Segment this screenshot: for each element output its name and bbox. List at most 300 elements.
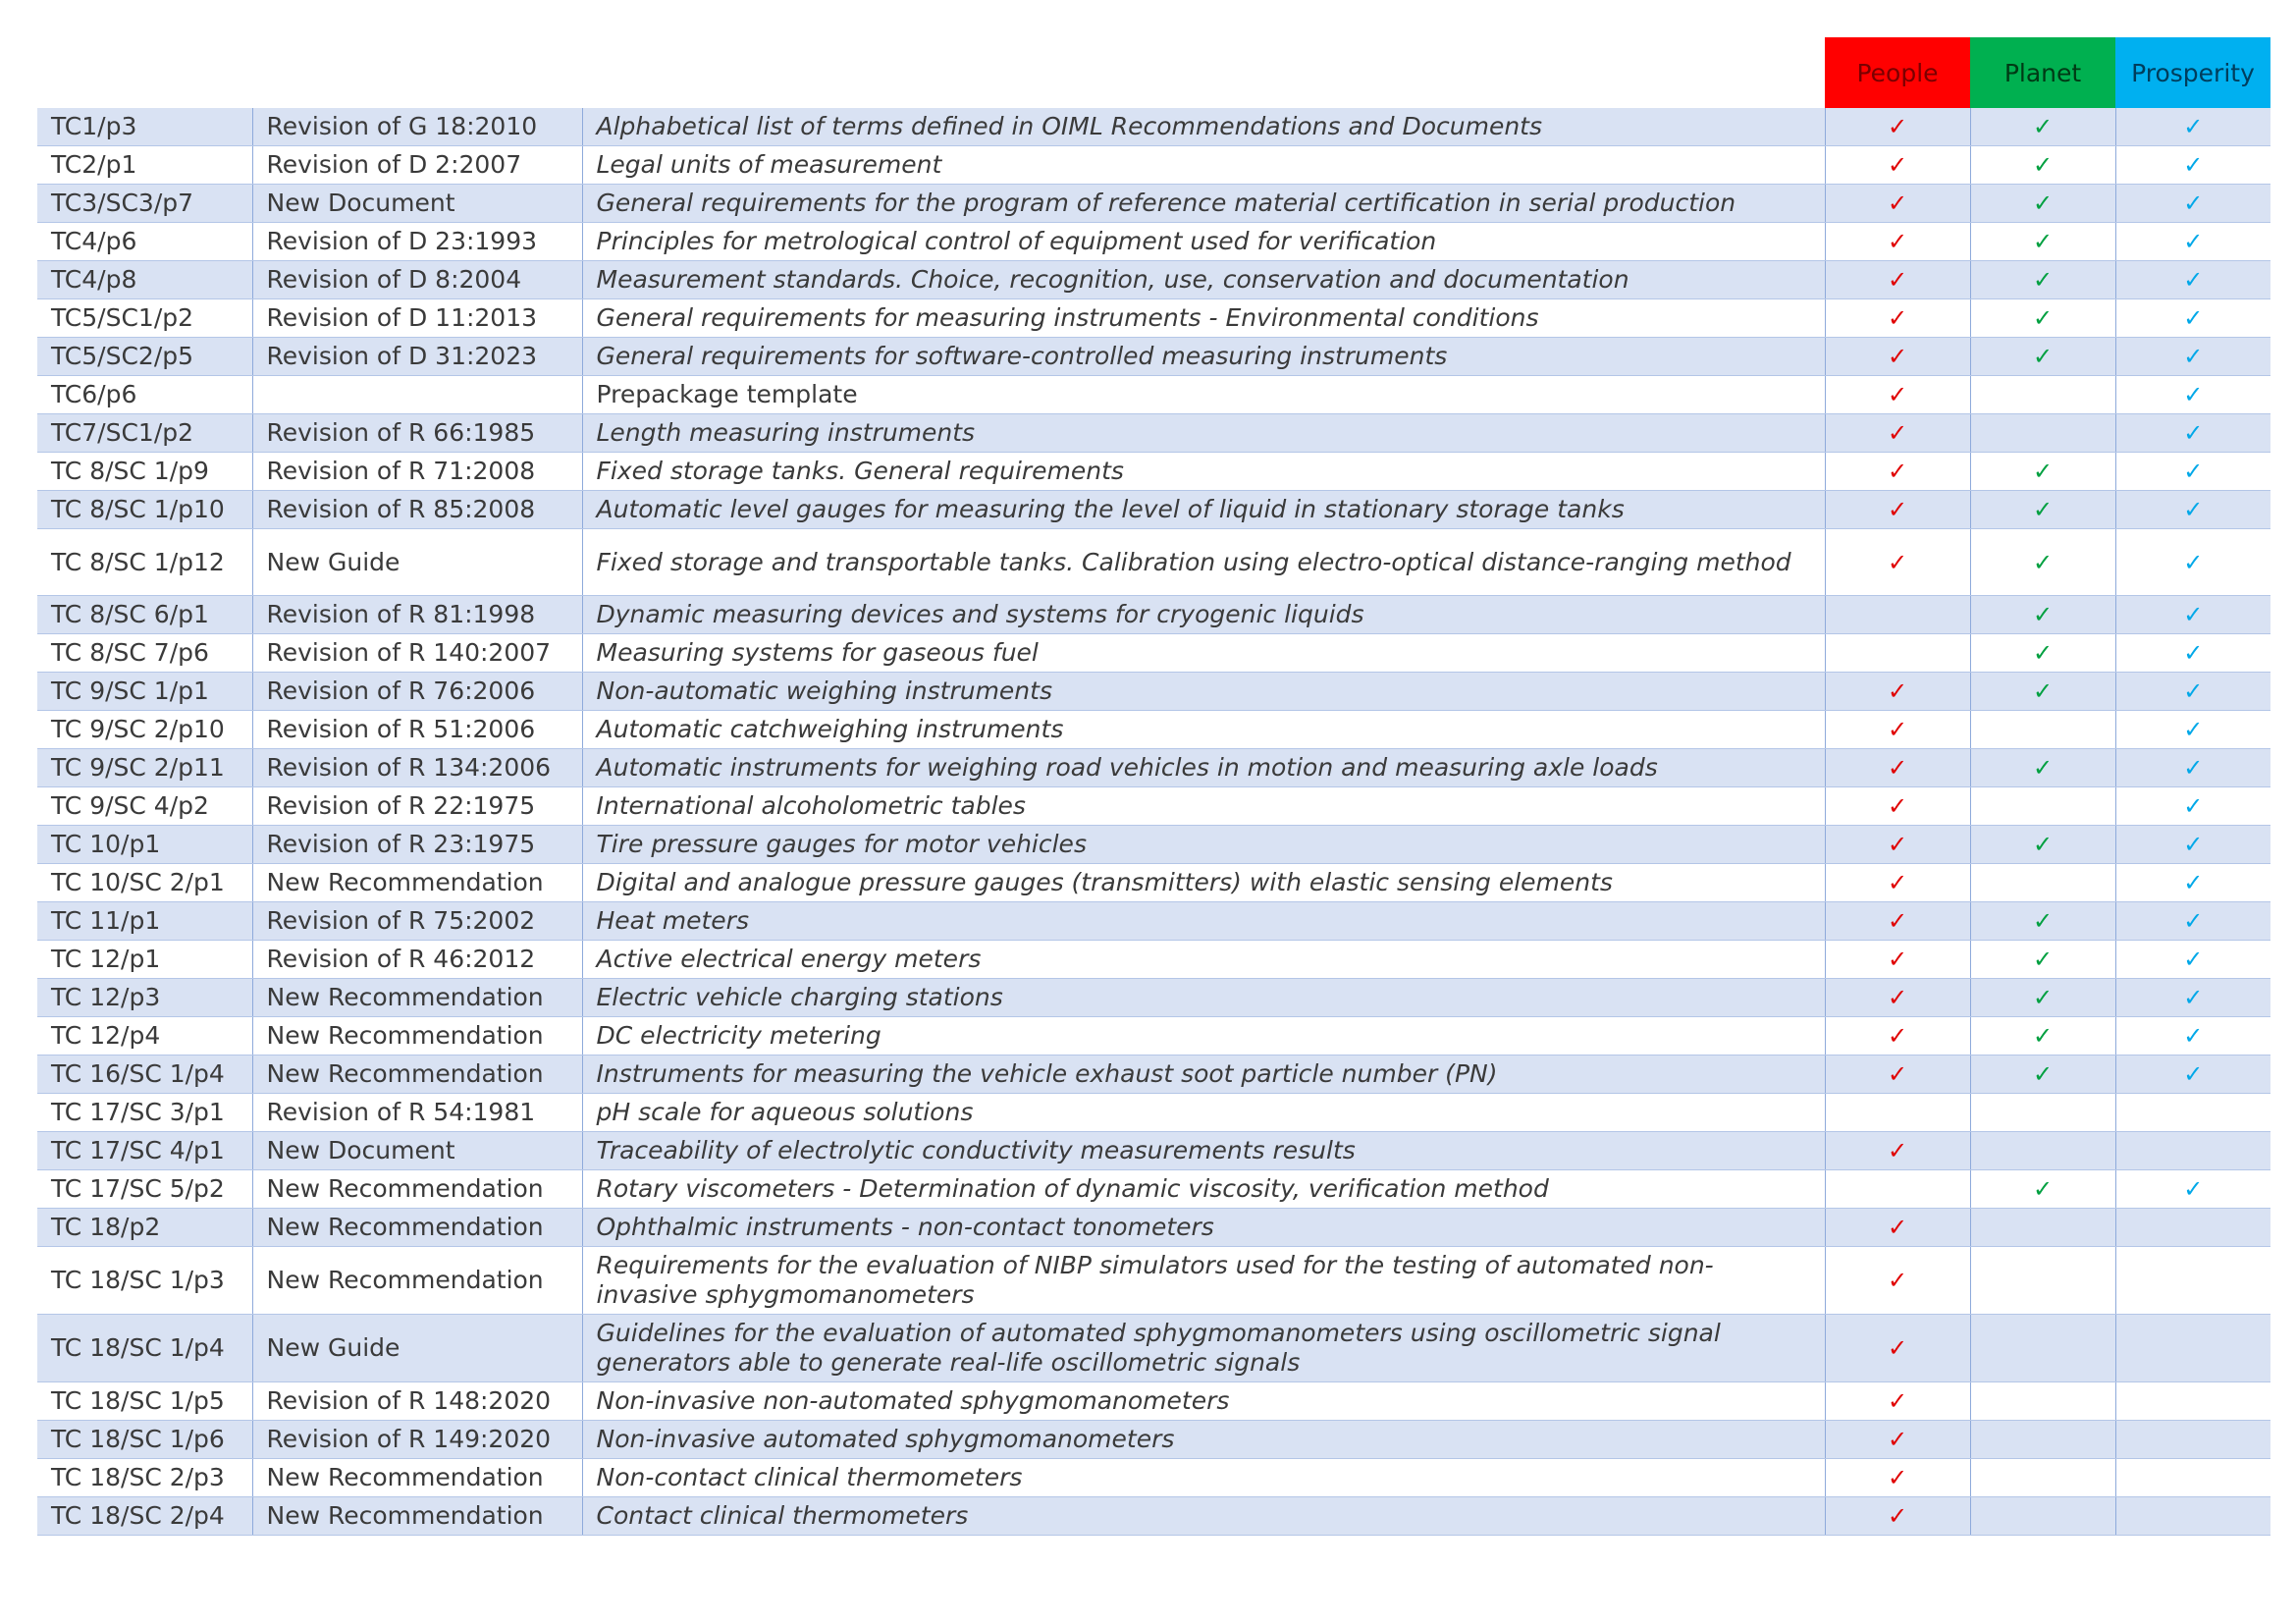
people-check-icon: ✓ bbox=[1887, 1267, 1908, 1295]
people-check-icon: ✓ bbox=[1887, 1464, 1908, 1492]
project-type: Revision of R 85:2008 bbox=[252, 491, 582, 529]
people-cell bbox=[1825, 787, 1970, 826]
planet-check-icon: ✓ bbox=[2032, 458, 2054, 486]
prosperity-cell bbox=[2115, 185, 2270, 223]
project-title: Requirements for the evaluation of NIBP simulators used for the testing of automated non-invasive sphygmomanometers bbox=[582, 1247, 1825, 1315]
planet-cell bbox=[1970, 1421, 2115, 1459]
project-title: Non-contact clinical thermometers bbox=[582, 1459, 1825, 1497]
planet-cell bbox=[1970, 1209, 2115, 1247]
prosperity-check-icon: ✓ bbox=[2183, 869, 2204, 897]
planet-cell bbox=[1970, 1247, 2115, 1315]
people-check-icon: ✓ bbox=[1887, 946, 1908, 974]
people-cell bbox=[1825, 414, 1970, 453]
prosperity-check-icon: ✓ bbox=[2183, 496, 2204, 524]
people-cell bbox=[1825, 491, 1970, 529]
prosperity-cell bbox=[2115, 1017, 2270, 1056]
people-cell bbox=[1825, 1247, 1970, 1315]
prosperity-cell bbox=[2115, 1421, 2270, 1459]
planet-cell bbox=[1970, 749, 2115, 787]
project-code: TC 18/SC 1/p4 bbox=[37, 1315, 252, 1382]
prosperity-cell bbox=[2115, 1497, 2270, 1536]
table-row bbox=[37, 261, 2270, 299]
people-cell bbox=[1825, 338, 1970, 376]
prosperity-cell bbox=[2115, 1132, 2270, 1170]
planet-cell bbox=[1970, 146, 2115, 185]
table-row bbox=[37, 1056, 2270, 1094]
table-row bbox=[37, 299, 2270, 338]
people-check-icon: ✓ bbox=[1887, 228, 1908, 256]
planet-cell bbox=[1970, 634, 2115, 673]
project-type: Revision of R 51:2006 bbox=[252, 711, 582, 749]
project-code: TC 17/SC 3/p1 bbox=[37, 1094, 252, 1132]
table-row bbox=[37, 673, 2270, 711]
project-type: Revision of R 148:2020 bbox=[252, 1382, 582, 1421]
people-cell bbox=[1825, 596, 1970, 634]
table-row bbox=[37, 1382, 2270, 1421]
table-row bbox=[37, 826, 2270, 864]
planet-cell bbox=[1970, 338, 2115, 376]
people-check-icon: ✓ bbox=[1887, 496, 1908, 524]
project-title: International alcoholometric tables bbox=[582, 787, 1825, 826]
project-code: TC 16/SC 1/p4 bbox=[37, 1056, 252, 1094]
people-check-icon: ✓ bbox=[1887, 266, 1908, 295]
people-cell bbox=[1825, 1132, 1970, 1170]
prosperity-cell bbox=[2115, 1170, 2270, 1209]
prosperity-cell bbox=[2115, 1382, 2270, 1421]
planet-cell bbox=[1970, 185, 2115, 223]
people-check-icon: ✓ bbox=[1887, 1214, 1908, 1242]
prosperity-cell bbox=[2115, 299, 2270, 338]
planet-cell bbox=[1970, 1170, 2115, 1209]
project-title: Automatic level gauges for measuring the level of liquid in stationary storage tanks bbox=[582, 491, 1825, 529]
project-type: New Recommendation bbox=[252, 1056, 582, 1094]
prosperity-check-icon: ✓ bbox=[2183, 907, 2204, 936]
table-row bbox=[37, 108, 2270, 146]
table-row bbox=[37, 1094, 2270, 1132]
prosperity-cell bbox=[2115, 826, 2270, 864]
project-code: TC 8/SC 1/p12 bbox=[37, 529, 252, 596]
people-cell bbox=[1825, 1094, 1970, 1132]
table-row bbox=[37, 902, 2270, 941]
header-prosperity: Prosperity bbox=[2115, 37, 2270, 108]
project-title: Non-invasive non-automated sphygmomanometers bbox=[582, 1382, 1825, 1421]
project-type: Revision of R 81:1998 bbox=[252, 596, 582, 634]
project-code: TC 9/SC 4/p2 bbox=[37, 787, 252, 826]
project-type: New Document bbox=[252, 185, 582, 223]
prosperity-cell bbox=[2115, 673, 2270, 711]
project-type: Revision of R 66:1985 bbox=[252, 414, 582, 453]
people-check-icon: ✓ bbox=[1887, 548, 1908, 576]
project-title: Digital and analogue pressure gauges (transmitters) with elastic sensing elements bbox=[582, 864, 1825, 902]
planet-cell bbox=[1970, 1056, 2115, 1094]
prosperity-check-icon: ✓ bbox=[2183, 754, 2204, 783]
planet-check-icon: ✓ bbox=[2032, 496, 2054, 524]
project-title: General requirements for the program of reference material certification in serial production bbox=[582, 185, 1825, 223]
people-cell bbox=[1825, 711, 1970, 749]
people-cell bbox=[1825, 1497, 1970, 1536]
project-code: TC 9/SC 2/p10 bbox=[37, 711, 252, 749]
prosperity-cell bbox=[2115, 902, 2270, 941]
people-cell bbox=[1825, 864, 1970, 902]
prosperity-check-icon: ✓ bbox=[2183, 228, 2204, 256]
people-check-icon: ✓ bbox=[1887, 1060, 1908, 1089]
people-check-icon: ✓ bbox=[1887, 831, 1908, 859]
people-cell bbox=[1825, 529, 1970, 596]
planet-cell bbox=[1970, 826, 2115, 864]
project-code: TC4/p8 bbox=[37, 261, 252, 299]
table-row bbox=[37, 414, 2270, 453]
table-row bbox=[37, 1132, 2270, 1170]
table-header bbox=[37, 37, 2270, 108]
table-row bbox=[37, 338, 2270, 376]
people-check-icon: ✓ bbox=[1887, 343, 1908, 371]
prosperity-cell bbox=[2115, 787, 2270, 826]
project-title: Rotary viscometers - Determination of dynamic viscosity, verification method bbox=[582, 1170, 1825, 1209]
planet-check-icon: ✓ bbox=[2032, 831, 2054, 859]
project-title: Measuring systems for gaseous fuel bbox=[582, 634, 1825, 673]
planet-check-icon: ✓ bbox=[2032, 984, 2054, 1012]
people-cell bbox=[1825, 673, 1970, 711]
table-row bbox=[37, 1209, 2270, 1247]
table-row bbox=[37, 979, 2270, 1017]
prosperity-check-icon: ✓ bbox=[2183, 151, 2204, 180]
project-code: TC 11/p1 bbox=[37, 902, 252, 941]
project-title: Non-invasive automated sphygmomanometers bbox=[582, 1421, 1825, 1459]
table-row bbox=[37, 185, 2270, 223]
project-code: TC 10/p1 bbox=[37, 826, 252, 864]
people-check-icon: ✓ bbox=[1887, 1137, 1908, 1165]
table-row bbox=[37, 634, 2270, 673]
prosperity-cell bbox=[2115, 529, 2270, 596]
prosperity-cell bbox=[2115, 261, 2270, 299]
people-cell bbox=[1825, 1421, 1970, 1459]
projects-table bbox=[37, 37, 2270, 1536]
project-type: Revision of R 134:2006 bbox=[252, 749, 582, 787]
project-code: TC 9/SC 1/p1 bbox=[37, 673, 252, 711]
project-type: New Guide bbox=[252, 529, 582, 596]
project-type: Revision of R 76:2006 bbox=[252, 673, 582, 711]
table-row bbox=[37, 1017, 2270, 1056]
people-cell bbox=[1825, 261, 1970, 299]
project-title: Ophthalmic instruments - non-contact tonometers bbox=[582, 1209, 1825, 1247]
project-title: Heat meters bbox=[582, 902, 1825, 941]
people-check-icon: ✓ bbox=[1887, 1387, 1908, 1416]
project-code: TC7/SC1/p2 bbox=[37, 414, 252, 453]
people-check-icon: ✓ bbox=[1887, 869, 1908, 897]
project-type: Revision of D 11:2013 bbox=[252, 299, 582, 338]
project-type: Revision of R 71:2008 bbox=[252, 453, 582, 491]
prosperity-cell bbox=[2115, 1459, 2270, 1497]
prosperity-cell bbox=[2115, 864, 2270, 902]
project-title: Traceability of electrolytic conductivity measurements results bbox=[582, 1132, 1825, 1170]
planet-cell bbox=[1970, 979, 2115, 1017]
planet-check-icon: ✓ bbox=[2032, 228, 2054, 256]
people-check-icon: ✓ bbox=[1887, 1426, 1908, 1454]
prosperity-check-icon: ✓ bbox=[2183, 831, 2204, 859]
people-check-icon: ✓ bbox=[1887, 1502, 1908, 1531]
prosperity-check-icon: ✓ bbox=[2183, 1175, 2204, 1204]
people-cell bbox=[1825, 108, 1970, 146]
people-cell bbox=[1825, 1209, 1970, 1247]
planet-check-icon: ✓ bbox=[2032, 601, 2054, 629]
prosperity-check-icon: ✓ bbox=[2183, 677, 2204, 706]
prosperity-cell bbox=[2115, 414, 2270, 453]
project-code: TC 18/SC 1/p3 bbox=[37, 1247, 252, 1315]
project-type: Revision of D 8:2004 bbox=[252, 261, 582, 299]
people-cell bbox=[1825, 1056, 1970, 1094]
planet-cell bbox=[1970, 491, 2115, 529]
people-cell bbox=[1825, 185, 1970, 223]
project-title: Alphabetical list of terms defined in OIML Recommendations and Documents bbox=[582, 108, 1825, 146]
project-code: TC 12/p3 bbox=[37, 979, 252, 1017]
people-cell bbox=[1825, 1382, 1970, 1421]
project-title: Non-automatic weighing instruments bbox=[582, 673, 1825, 711]
project-code: TC5/SC2/p5 bbox=[37, 338, 252, 376]
prosperity-cell bbox=[2115, 338, 2270, 376]
prosperity-check-icon: ✓ bbox=[2183, 984, 2204, 1012]
planet-cell bbox=[1970, 864, 2115, 902]
people-check-icon: ✓ bbox=[1887, 716, 1908, 744]
project-type: Revision of R 140:2007 bbox=[252, 634, 582, 673]
project-title: Active electrical energy meters bbox=[582, 941, 1825, 979]
project-title: Dynamic measuring devices and systems for cryogenic liquids bbox=[582, 596, 1825, 634]
project-code: TC 18/SC 2/p3 bbox=[37, 1459, 252, 1497]
planet-cell bbox=[1970, 529, 2115, 596]
planet-cell bbox=[1970, 1017, 2115, 1056]
prosperity-check-icon: ✓ bbox=[2183, 946, 2204, 974]
header-people: People bbox=[1825, 37, 1970, 108]
prosperity-cell bbox=[2115, 979, 2270, 1017]
project-type: Revision of D 23:1993 bbox=[252, 223, 582, 261]
planet-cell bbox=[1970, 453, 2115, 491]
header-planet: Planet bbox=[1970, 37, 2115, 108]
prosperity-check-icon: ✓ bbox=[2183, 548, 2204, 576]
project-code: TC 8/SC 1/p10 bbox=[37, 491, 252, 529]
project-code: TC 12/p4 bbox=[37, 1017, 252, 1056]
prosperity-cell bbox=[2115, 634, 2270, 673]
table-row bbox=[37, 1421, 2270, 1459]
people-cell bbox=[1825, 1170, 1970, 1209]
prosperity-check-icon: ✓ bbox=[2183, 381, 2204, 409]
prosperity-cell bbox=[2115, 749, 2270, 787]
prosperity-check-icon: ✓ bbox=[2183, 343, 2204, 371]
project-title: Contact clinical thermometers bbox=[582, 1497, 1825, 1536]
projects-table-container bbox=[37, 37, 2270, 1536]
prosperity-check-icon: ✓ bbox=[2183, 419, 2204, 448]
planet-check-icon: ✓ bbox=[2032, 1022, 2054, 1051]
planet-cell bbox=[1970, 596, 2115, 634]
people-cell bbox=[1825, 941, 1970, 979]
people-check-icon: ✓ bbox=[1887, 419, 1908, 448]
prosperity-cell bbox=[2115, 596, 2270, 634]
project-code: TC 17/SC 4/p1 bbox=[37, 1132, 252, 1170]
project-type: Revision of D 31:2023 bbox=[252, 338, 582, 376]
planet-cell bbox=[1970, 261, 2115, 299]
planet-cell bbox=[1970, 787, 2115, 826]
project-type: New Recommendation bbox=[252, 1247, 582, 1315]
planet-check-icon: ✓ bbox=[2032, 639, 2054, 668]
prosperity-cell bbox=[2115, 1209, 2270, 1247]
planet-cell bbox=[1970, 108, 2115, 146]
project-title: Instruments for measuring the vehicle exhaust soot particle number (PN) bbox=[582, 1056, 1825, 1094]
prosperity-check-icon: ✓ bbox=[2183, 601, 2204, 629]
planet-check-icon: ✓ bbox=[2032, 677, 2054, 706]
prosperity-cell bbox=[2115, 1094, 2270, 1132]
prosperity-check-icon: ✓ bbox=[2183, 266, 2204, 295]
project-code: TC4/p6 bbox=[37, 223, 252, 261]
prosperity-check-icon: ✓ bbox=[2183, 792, 2204, 821]
project-code: TC 18/SC 2/p4 bbox=[37, 1497, 252, 1536]
prosperity-check-icon: ✓ bbox=[2183, 458, 2204, 486]
prosperity-cell bbox=[2115, 711, 2270, 749]
project-type: Revision of R 149:2020 bbox=[252, 1421, 582, 1459]
prosperity-check-icon: ✓ bbox=[2183, 189, 2204, 218]
planet-cell bbox=[1970, 1315, 2115, 1382]
prosperity-cell bbox=[2115, 453, 2270, 491]
table-row bbox=[37, 1247, 2270, 1315]
project-type: New Document bbox=[252, 1132, 582, 1170]
people-check-icon: ✓ bbox=[1887, 381, 1908, 409]
planet-check-icon: ✓ bbox=[2032, 1175, 2054, 1204]
people-check-icon: ✓ bbox=[1887, 304, 1908, 333]
project-type: New Recommendation bbox=[252, 1170, 582, 1209]
people-check-icon: ✓ bbox=[1887, 754, 1908, 783]
planet-cell bbox=[1970, 376, 2115, 414]
prosperity-cell bbox=[2115, 1247, 2270, 1315]
people-cell bbox=[1825, 146, 1970, 185]
project-title: Length measuring instruments bbox=[582, 414, 1825, 453]
prosperity-check-icon: ✓ bbox=[2183, 1022, 2204, 1051]
table-row bbox=[37, 1170, 2270, 1209]
planet-cell bbox=[1970, 711, 2115, 749]
project-code: TC 17/SC 5/p2 bbox=[37, 1170, 252, 1209]
prosperity-check-icon: ✓ bbox=[2183, 304, 2204, 333]
prosperity-cell bbox=[2115, 941, 2270, 979]
prosperity-cell bbox=[2115, 223, 2270, 261]
planet-check-icon: ✓ bbox=[2032, 113, 2054, 141]
table-row bbox=[37, 864, 2270, 902]
prosperity-cell bbox=[2115, 1056, 2270, 1094]
project-code: TC6/p6 bbox=[37, 376, 252, 414]
project-title: Prepackage template bbox=[582, 376, 1825, 414]
prosperity-check-icon: ✓ bbox=[2183, 1060, 2204, 1089]
project-type: Revision of D 2:2007 bbox=[252, 146, 582, 185]
project-code: TC 8/SC 6/p1 bbox=[37, 596, 252, 634]
table-row bbox=[37, 711, 2270, 749]
people-cell bbox=[1825, 223, 1970, 261]
table-row bbox=[37, 1497, 2270, 1536]
planet-cell bbox=[1970, 1132, 2115, 1170]
prosperity-check-icon: ✓ bbox=[2183, 113, 2204, 141]
prosperity-cell bbox=[2115, 376, 2270, 414]
table-row bbox=[37, 787, 2270, 826]
project-title: Electric vehicle charging stations bbox=[582, 979, 1825, 1017]
project-type: Revision of G 18:2010 bbox=[252, 108, 582, 146]
prosperity-cell bbox=[2115, 1315, 2270, 1382]
people-cell bbox=[1825, 826, 1970, 864]
planet-check-icon: ✓ bbox=[2032, 304, 2054, 333]
people-cell bbox=[1825, 1315, 1970, 1382]
project-title: Principles for metrological control of equipment used for verification bbox=[582, 223, 1825, 261]
planet-check-icon: ✓ bbox=[2032, 907, 2054, 936]
project-code: TC1/p3 bbox=[37, 108, 252, 146]
people-cell bbox=[1825, 749, 1970, 787]
table-row bbox=[37, 596, 2270, 634]
people-check-icon: ✓ bbox=[1887, 1334, 1908, 1363]
table-row bbox=[37, 941, 2270, 979]
planet-cell bbox=[1970, 1497, 2115, 1536]
project-code: TC 18/SC 1/p6 bbox=[37, 1421, 252, 1459]
project-code: TC 8/SC 1/p9 bbox=[37, 453, 252, 491]
project-code: TC 9/SC 2/p11 bbox=[37, 749, 252, 787]
people-cell bbox=[1825, 634, 1970, 673]
people-check-icon: ✓ bbox=[1887, 189, 1908, 218]
table-row bbox=[37, 1459, 2270, 1497]
planet-check-icon: ✓ bbox=[2032, 946, 2054, 974]
people-cell bbox=[1825, 1459, 1970, 1497]
project-title: Guidelines for the evaluation of automated sphygmomanometers using oscillometric signal generators able to generate real-life oscillometric signals bbox=[582, 1315, 1825, 1382]
project-title: DC electricity metering bbox=[582, 1017, 1825, 1056]
project-type: New Recommendation bbox=[252, 864, 582, 902]
table-row bbox=[37, 146, 2270, 185]
planet-check-icon: ✓ bbox=[2032, 548, 2054, 576]
planet-cell bbox=[1970, 1459, 2115, 1497]
project-type: Revision of R 46:2012 bbox=[252, 941, 582, 979]
people-cell bbox=[1825, 902, 1970, 941]
prosperity-cell bbox=[2115, 491, 2270, 529]
project-type: New Recommendation bbox=[252, 1459, 582, 1497]
planet-check-icon: ✓ bbox=[2032, 151, 2054, 180]
planet-check-icon: ✓ bbox=[2032, 189, 2054, 218]
table-row bbox=[37, 223, 2270, 261]
project-title: Measurement standards. Choice, recognition, use, conservation and documentation bbox=[582, 261, 1825, 299]
people-check-icon: ✓ bbox=[1887, 113, 1908, 141]
project-title: General requirements for software-controlled measuring instruments bbox=[582, 338, 1825, 376]
planet-check-icon: ✓ bbox=[2032, 343, 2054, 371]
project-type: New Recommendation bbox=[252, 1497, 582, 1536]
table-row bbox=[37, 529, 2270, 596]
prosperity-cell bbox=[2115, 146, 2270, 185]
project-title: Fixed storage and transportable tanks. Calibration using electro-optical distance-ranging method bbox=[582, 529, 1825, 596]
project-code: TC 18/p2 bbox=[37, 1209, 252, 1247]
people-cell bbox=[1825, 1017, 1970, 1056]
project-type: New Recommendation bbox=[252, 979, 582, 1017]
table-row bbox=[37, 376, 2270, 414]
planet-cell bbox=[1970, 299, 2115, 338]
table-body bbox=[37, 108, 2270, 1536]
project-title: Automatic instruments for weighing road vehicles in motion and measuring axle loads bbox=[582, 749, 1825, 787]
project-code: TC 10/SC 2/p1 bbox=[37, 864, 252, 902]
planet-cell bbox=[1970, 673, 2115, 711]
project-type: New Guide bbox=[252, 1315, 582, 1382]
project-type: New Recommendation bbox=[252, 1209, 582, 1247]
people-check-icon: ✓ bbox=[1887, 1022, 1908, 1051]
people-check-icon: ✓ bbox=[1887, 458, 1908, 486]
prosperity-cell bbox=[2115, 108, 2270, 146]
people-cell bbox=[1825, 979, 1970, 1017]
planet-cell bbox=[1970, 1382, 2115, 1421]
project-code: TC 18/SC 1/p5 bbox=[37, 1382, 252, 1421]
people-cell bbox=[1825, 376, 1970, 414]
project-code: TC5/SC1/p2 bbox=[37, 299, 252, 338]
project-code: TC3/SC3/p7 bbox=[37, 185, 252, 223]
planet-cell bbox=[1970, 414, 2115, 453]
prosperity-check-icon: ✓ bbox=[2183, 716, 2204, 744]
project-title: Fixed storage tanks. General requirements bbox=[582, 453, 1825, 491]
project-title: Legal units of measurement bbox=[582, 146, 1825, 185]
planet-cell bbox=[1970, 1094, 2115, 1132]
table-row bbox=[37, 749, 2270, 787]
